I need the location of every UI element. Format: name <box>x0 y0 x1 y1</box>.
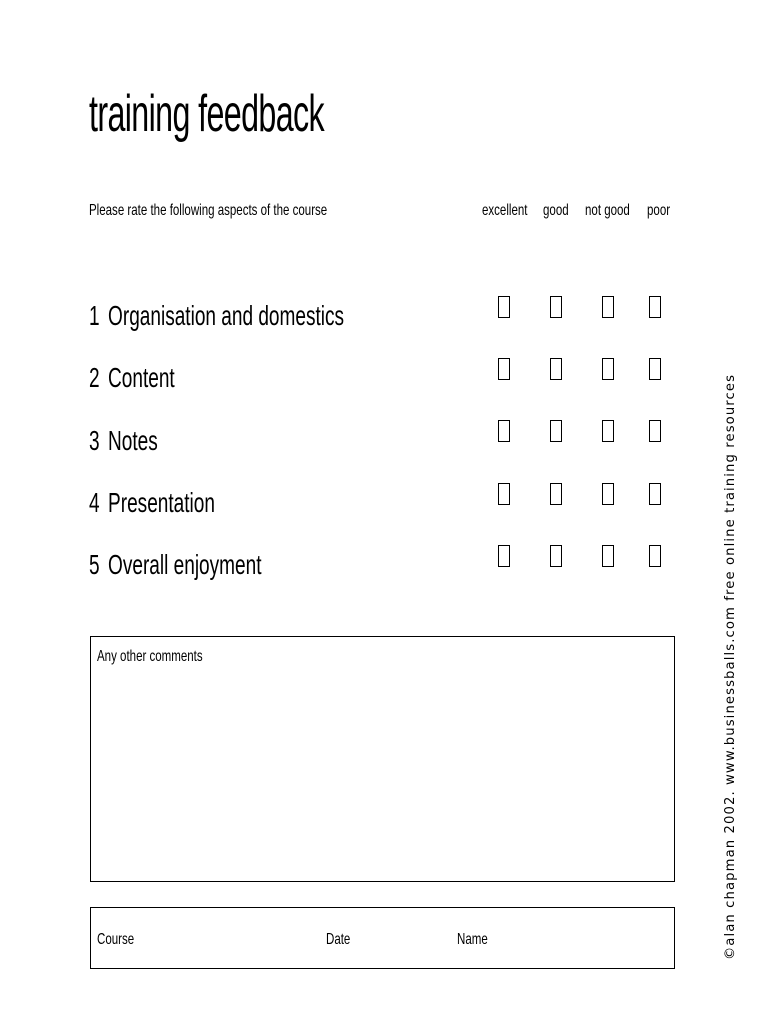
rating-checkbox-not-good[interactable] <box>602 483 614 505</box>
rating-checkbox-not-good[interactable] <box>602 545 614 567</box>
aspect-row-label <box>89 548 343 582</box>
aspect-label: Notes <box>108 425 158 456</box>
rating-instruction: Please rate the following aspects of the course <box>89 202 328 219</box>
aspect-row-label <box>89 299 464 333</box>
form-title: training feedback <box>89 85 325 143</box>
course-field[interactable]: Course <box>97 931 135 948</box>
column-header-poor: poor <box>647 202 671 219</box>
rating-checkbox-poor[interactable] <box>649 483 661 505</box>
comments-label: Any other comments <box>97 648 203 665</box>
rating-checkbox-excellent[interactable] <box>498 420 510 442</box>
rating-checkbox-not-good[interactable] <box>602 358 614 380</box>
column-header-excellent: excellent <box>482 202 528 219</box>
comments-box[interactable] <box>90 636 675 882</box>
aspect-number: 5 <box>89 549 100 580</box>
copyright-credit: ©alan chapman 2002. www.businessballs.com free online training resources <box>723 373 738 960</box>
rating-checkbox-excellent[interactable] <box>498 358 510 380</box>
rating-checkbox-not-good[interactable] <box>602 296 614 318</box>
rating-checkbox-poor[interactable] <box>649 358 661 380</box>
aspect-row-label <box>89 424 190 458</box>
rating-checkbox-poor[interactable] <box>649 545 661 567</box>
rating-checkbox-excellent[interactable] <box>498 296 510 318</box>
rating-checkbox-excellent[interactable] <box>498 545 510 567</box>
aspect-row-label <box>89 361 215 395</box>
aspect-label: Organisation and domestics <box>108 300 345 331</box>
aspect-number: 1 <box>89 300 100 331</box>
name-field[interactable]: Name <box>457 931 488 948</box>
column-header-not-good: not good <box>585 202 630 219</box>
rating-checkbox-poor[interactable] <box>649 420 661 442</box>
rating-checkbox-good[interactable] <box>550 483 562 505</box>
column-header-good: good <box>543 202 569 219</box>
rating-checkbox-not-good[interactable] <box>602 420 614 442</box>
aspect-number: 2 <box>89 362 100 393</box>
rating-checkbox-good[interactable] <box>550 420 562 442</box>
rating-checkbox-poor[interactable] <box>649 296 661 318</box>
details-box <box>90 907 675 969</box>
aspect-label: Content <box>108 362 175 393</box>
date-field[interactable]: Date <box>326 931 351 948</box>
aspect-number: 4 <box>89 487 100 518</box>
aspect-number: 3 <box>89 425 100 456</box>
rating-checkbox-good[interactable] <box>550 545 562 567</box>
rating-checkbox-excellent[interactable] <box>498 483 510 505</box>
aspect-label: Overall enjoyment <box>108 549 262 580</box>
aspect-label: Presentation <box>108 487 215 518</box>
rating-checkbox-good[interactable] <box>550 296 562 318</box>
rating-checkbox-good[interactable] <box>550 358 562 380</box>
aspect-row-label <box>89 486 274 520</box>
